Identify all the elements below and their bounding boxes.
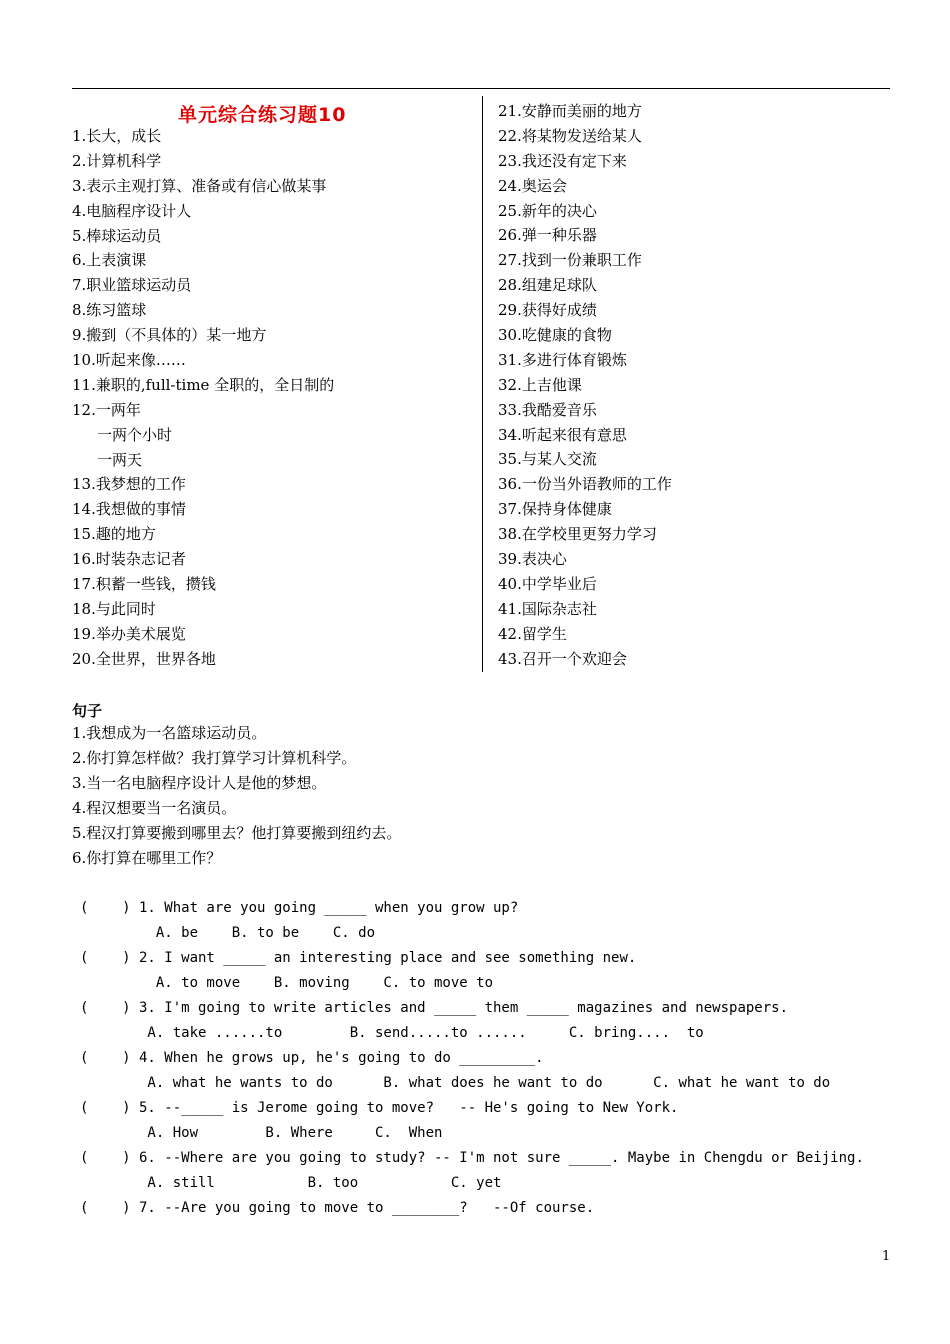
phrase-item: 2.计算机科学: [72, 151, 162, 170]
phrase-item: 15.趣的地方: [72, 525, 156, 544]
quiz-options: A. to move B. moving C. to move to: [80, 975, 494, 991]
phrase-item: 18.与此同时: [72, 599, 156, 618]
phrase-item: 10.听起来像……: [72, 351, 186, 370]
phrase-item: 20.全世界，世界各地: [72, 649, 216, 668]
quiz-options: A. still B. too C. yet: [80, 1175, 502, 1191]
multiple-choice-quiz: [80, 896, 864, 1221]
worksheet-title: 单元综合练习题10: [178, 104, 347, 126]
phrase-item: 11.兼职的,full-time 全职的，全日制的: [72, 375, 335, 394]
phrase-item: 40.中学毕业后: [498, 574, 597, 593]
sentence-item: 6.你打算在哪里工作？: [72, 849, 222, 867]
phrase-list-right: [498, 99, 672, 671]
sentences-heading: 句子: [72, 702, 103, 720]
phrase-item: 29.获得好成绩: [498, 301, 597, 320]
phrase-item: 13.我梦想的工作: [72, 475, 186, 494]
page-number: 1: [882, 1249, 891, 1264]
quiz-options: A. How B. Where C. When: [80, 1125, 443, 1141]
phrase-item: 5.棒球运动员: [72, 226, 162, 245]
quiz-question: ( ) 5. --_____ is Jerome going to move? -- He's going to New York.: [80, 1100, 679, 1116]
sentence-item: 4.程汉想要当一名演员。: [72, 799, 237, 817]
phrase-item: 4.电脑程序设计人: [72, 201, 192, 220]
phrase-item: 25.新年的决心: [498, 201, 597, 220]
phrase-item: 8.练习篮球: [72, 301, 147, 320]
phrase-subitem: 一两天: [97, 450, 143, 469]
phrase-item: 35.与某人交流: [498, 450, 597, 469]
phrase-item: 38.在学校里更努力学习: [498, 525, 657, 544]
phrase-item: 7.职业篮球运动员: [72, 276, 192, 295]
phrase-item: 9.搬到（不具体的）某一地方: [72, 326, 267, 345]
phrase-item: 41.国际杂志社: [498, 599, 597, 618]
phrase-item: 39.表决心: [498, 550, 567, 569]
phrase-item: 27.找到一份兼职工作: [498, 251, 642, 270]
phrase-subitem: 一两个小时: [97, 425, 173, 444]
quiz-options: A. be B. to be C. do: [80, 925, 376, 941]
phrase-item: 21.安静而美丽的地方: [498, 102, 642, 120]
quiz-options: A. what he wants to do B. what does he want to do C. what he want to do: [80, 1075, 831, 1091]
sentence-item: 3.当一名电脑程序设计人是他的梦想。: [72, 774, 327, 792]
quiz-question: ( ) 1. What are you going _____ when you grow up?: [80, 900, 519, 916]
phrase-item: 6.上表演课: [72, 251, 147, 270]
sentence-item: 2.你打算怎样做？我打算学习计算机科学。: [72, 749, 357, 767]
quiz-question: ( ) 3. I'm going to write articles and _____ them _____ magazines and newspapers.: [80, 1000, 789, 1016]
sentence-item: 5.程汉打算要搬到哪里去？他打算要搬到纽约去。: [72, 824, 402, 842]
phrase-item: 3.表示主观打算、准备或有信心做某事: [72, 176, 327, 195]
phrase-item: 28.组建足球队: [498, 276, 597, 295]
quiz-question: ( ) 7. --Are you going to move to ________? --Of course.: [80, 1200, 595, 1216]
phrase-item: 24.奥运会: [498, 176, 567, 195]
phrase-item: 16.时装杂志记者: [72, 550, 186, 569]
quiz-options: A. take ......to B. send.....to ...... C. bring.... to: [80, 1025, 704, 1041]
quiz-question: ( ) 6. --Where are you going to study? -- I'm not sure _____. Maybe in Chengdu or Beijing.: [80, 1150, 864, 1166]
phrase-item: 34.听起来很有意思: [498, 425, 627, 444]
phrase-item: 23.我还没有定下来: [498, 151, 627, 170]
phrase-item: 1.长大，成长: [72, 127, 162, 145]
column-divider: [482, 96, 483, 672]
phrase-item: 12.一两年: [72, 400, 141, 419]
phrase-item: 32.上吉他课: [498, 375, 582, 394]
phrase-item: 43.召开一个欢迎会: [498, 649, 627, 668]
quiz-question: ( ) 4. When he grows up, he's going to do _________.: [80, 1050, 544, 1066]
quiz-question: ( ) 2. I want _____ an interesting place and see something new.: [80, 950, 637, 966]
phrase-item: 26.弹一种乐器: [498, 226, 597, 245]
phrase-item: 33.我酷爱音乐: [498, 400, 597, 419]
header-rule: [72, 88, 890, 89]
phrase-item: 36.一份当外语教师的工作: [498, 475, 672, 494]
phrase-item: 17.积蓄一些钱，攒钱: [72, 575, 216, 594]
phrase-item: 42.留学生: [498, 624, 567, 643]
phrase-item: 14.我想做的事情: [72, 500, 186, 519]
phrase-item: 37.保持身体健康: [498, 500, 612, 519]
phrase-item: 31.多进行体育锻炼: [498, 350, 627, 369]
sentence-item: 1.我想成为一名篮球运动员。: [72, 724, 267, 742]
sentence-list: [72, 721, 401, 871]
phrase-item: 19.举办美术展览: [72, 624, 186, 643]
phrase-item: 22.将某物发送给某人: [498, 126, 642, 145]
phrase-item: 30.吃健康的食物: [498, 326, 612, 345]
phrase-list-left: [72, 124, 334, 672]
